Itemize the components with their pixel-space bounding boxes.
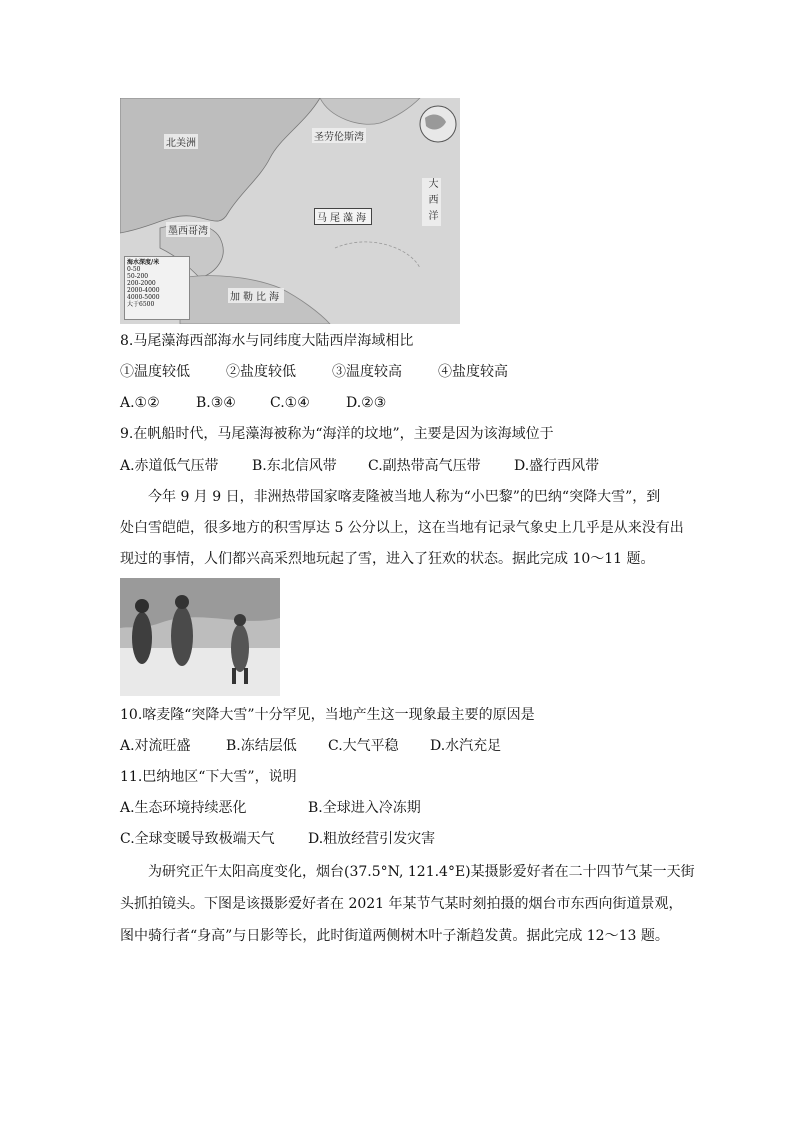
q11-stem: 11.巴纳地区“下大雪”，说明 xyxy=(120,769,297,785)
legend-item: 50-200 xyxy=(127,273,149,280)
label-gulf-of-mexico: 墨西哥湾 xyxy=(166,222,210,237)
q10-option-d: D.水汽充足 xyxy=(430,738,502,754)
q8-options xyxy=(120,393,386,413)
q9-option-b: B.东北信风带 xyxy=(252,458,337,474)
q8-option-a: A.①② xyxy=(120,395,160,411)
legend-item: 2000-4000 xyxy=(127,287,160,294)
passage1-line2: 处白雪皑皑，很多地方的积雪厚达 5 公分以上，这在当地有记录气象史上几乎是从来没有出 xyxy=(120,520,684,536)
q9-stem: 9.在帆船时代，马尾藻海被称为“海洋的坟地”，主要是因为该海域位于 xyxy=(120,426,554,442)
passage2-line1: 为研究正午太阳高度变化，烟台(37.5°N, 121.4°E)某摄影爱好者在二十四节气某一天街 xyxy=(148,864,695,880)
q9-option-a: A.赤道低气压带 xyxy=(120,458,219,474)
snow-photo-graphic xyxy=(120,578,280,696)
q10-option-c: C.大气平稳 xyxy=(328,738,399,754)
q8-option-d: D.②③ xyxy=(346,395,387,411)
sargasso-sea-map xyxy=(120,98,460,324)
q11-option-a: A.生态环境持续恶化 xyxy=(120,800,247,816)
q8-option-c: C.①④ xyxy=(270,395,310,411)
q9-option-c: C.副热带高气压带 xyxy=(368,458,481,474)
q8-statement: ③温度较高 xyxy=(332,364,402,380)
legend-item: 大于6500 xyxy=(127,301,155,308)
legend-item: 200-2000 xyxy=(127,280,156,287)
passage2-line2: 头抓拍镜头。下图是该摄影爱好者在 2021 年某节气某时刻拍摄的烟台市东西向街道景观， xyxy=(120,896,683,912)
q9-options xyxy=(120,456,599,476)
q8-stem: 8.马尾藻海西部海水与同纬度大陆西岸海域相比 xyxy=(120,333,414,349)
q11-option-b: B.全球进入冷冻期 xyxy=(308,800,421,816)
map-legend xyxy=(124,256,190,320)
legend-title: 海水深度/米 xyxy=(127,259,160,266)
q10-options xyxy=(120,736,501,756)
label-north-america: 北美洲 xyxy=(164,134,198,149)
label-st-lawrence: 圣劳伦斯湾 xyxy=(312,128,366,143)
passage1-line3: 现过的事情，人们都兴高采烈地玩起了雪，进入了狂欢的状态。据此完成 10～11 题。 xyxy=(120,551,655,567)
label-sargasso-sea: 马尾藻海 xyxy=(314,208,372,225)
label-atlantic: 大西洋 xyxy=(422,178,441,226)
q9-option-d: D.盛行西风带 xyxy=(514,458,600,474)
legend-item: 0-50 xyxy=(127,266,141,273)
q11-options-row2 xyxy=(120,829,435,849)
passage2-line3: 图中骑行者“身高”与日影等长，此时街道两侧树木叶子渐趋发黄。据此完成 12～13 题。 xyxy=(120,928,669,944)
q10-stem: 10.喀麦隆“突降大雪”十分罕见，当地产生这一现象最主要的原因是 xyxy=(120,707,535,723)
q10-option-b: B.冻结层低 xyxy=(226,738,297,754)
q11-option-d: D.粗放经营引发灾害 xyxy=(308,831,436,847)
label-caribbean: 加勒比海 xyxy=(228,288,284,303)
q8-option-b: B.③④ xyxy=(196,395,236,411)
q11-options-row1 xyxy=(120,798,421,818)
snow-photo xyxy=(120,578,280,696)
q8-statement: ①温度较低 xyxy=(120,364,190,380)
q8-statement: ④盐度较高 xyxy=(438,364,508,380)
legend-item: 4000-5000 xyxy=(127,294,160,301)
q8-statements xyxy=(120,362,508,382)
q11-option-c: C.全球变暖导致极端天气 xyxy=(120,831,275,847)
q10-option-a: A.对流旺盛 xyxy=(120,738,191,754)
q8-statement: ②盐度较低 xyxy=(226,364,296,380)
passage1-line1: 今年 9 月 9 日，非洲热带国家喀麦隆被当地人称为“小巴黎”的巴纳“突降大雪”，到 xyxy=(148,489,661,505)
